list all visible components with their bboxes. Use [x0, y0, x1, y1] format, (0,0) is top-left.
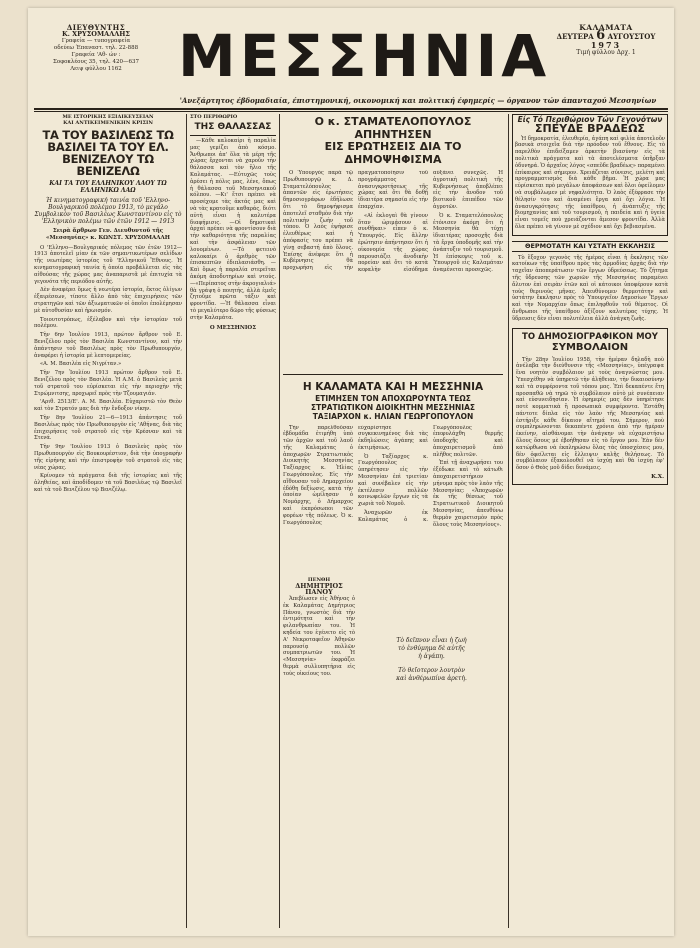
- divider: [190, 135, 276, 136]
- obituary: [283, 577, 355, 683]
- director-label: ΔΙΕΥΘΥΝΤΗΣ: [66, 23, 126, 32]
- headline: ΕΙΣ ΕΡΩΤΗΣΕΙΣ ΔΙΑ ΤΟ ΔΗΜΟΨΗΦΙΣΜΑ: [324, 140, 462, 166]
- tagline: 'Ανεξάρτητος έβδομαδιαία, έπιστημονική, οικονομική και πολιτική έφημερίς — όργανον τών άπανταχού Μεσσηνίων: [179, 96, 657, 105]
- article-paragraph: Ἀπεβίωσεν εἰς Ἀθήνας ὁ ἐκ Καλαμάτας Δημήτριος Πάνου, γνωστὸς διὰ τὴν ἐντιμότητα καὶ τὴν φιλανθρωπίαν του. Ἡ κηδεία του ἐγένετο εἰς τὸ Α' Νεκροταφεῖον Ἀθηνῶν παρουσίᾳ πολλῶν συμπατριωτῶν του. Ἡ «Μεσσηνία» ἐκφράζει θερμὰ συλλυπητήρια εἰς τοὺς οἰκείους του.: [283, 596, 355, 677]
- article-paragraph: Τὸ ἔξοχον γεγονὸς τῆς ἡμέρας εἶναι ἡ ἔκκλησις τῶν κατοίκων τῆς ὑπαίθρου πρὸς τὰς ἁρμοδίας ἀρχὰς διὰ τὴν ταχεῖαν ἀποπεράτωσιν τῶν ἔργων ὑδρεύσεως. Τὸ ζήτημα τῆς ὕδρευσης τῶν χωριῶν τῆς Μεσσηνίας παραμένει ἄλυτον ἐπὶ σειρὰν ἐτῶν καὶ οἱ κάτοικοι ὑποφέρουν κατὰ τοὺς θερινοὺς μῆνας. Ἀπευθύνομεν θερμοτάτην καὶ ὑστάτην ἔκκλησιν πρὸς τὸ Ὑπουργεῖον Δημοσίων Ἔργων καὶ τὴν Νομαρχίαν ὅπως ἐπιληφθοῦν τοῦ θέματος. Οἱ ἄνθρωποι τῆς ὑπαίθρου ἀξίζουν καλυτέρας τύχης. Ἡ ὕδρευσις δὲν εἶναι πολυτέλεια ἀλλὰ ἀνάγκη ζωῆς.: [512, 254, 668, 322]
- article-paragraph: 'Αριθ. 2513/Ε'. Α. Μ. Βασιλέα. Εὐχαριστῶ τὸν Θεὸν καὶ τὸν Στρατόν μας διὰ τὴν ἔνδοξον νίκην.: [34, 399, 182, 413]
- article-paragraph: Τὴν παρελθοῦσαν ἑβδομάδα ἐτιμήθη ὑπὸ τῶν ἀρχῶν καὶ τοῦ λαοῦ τῆς Καλαμάτας ὁ ἀποχωρῶν Στρατιωτικὸς Διοικητὴς Μεσσηνίας Ταξίαρχος κ. Ἠλίας Γεωργόπουλος. Εἰς τὴν αἴθουσαν τοῦ Δημαρχείου ἐδόθη δεξίωσις, κατὰ τὴν ὁποίαν ὡμίλησαν ὁ Νομάρχης, ὁ Δήμαρχος καὶ ἐκπρόσωποι τῶν φορέων τῆς πόλεως. Ὁ κ. Γεωργόπουλος εὐχαρίστησε συγκεκινημένος διὰ τὰς ἐκδηλώσεις ἀγάπης καὶ ἐκτιμήσεως.: [283, 424, 428, 526]
- kicker: ΜΕ ΙΣΤΟΡΙΚΗΣ ΕΞΙΔΙΚΕΥΣΕΙΑΝ: [62, 114, 154, 120]
- newspaper-page: [28, 8, 674, 936]
- column-divider: [186, 114, 187, 928]
- masthead-rule-thin: [34, 111, 668, 112]
- director-name: Κ. ΧΡΥΣΟΜΑΛΛΗΣ: [61, 30, 131, 38]
- box-title: ΣΠΕΥΔΕ ΒΡΑΔΕΩΣ: [535, 121, 645, 135]
- article-paragraph: «Α. Μ. Βασιλέα εἰς Νιγρίταν.»: [40, 361, 122, 368]
- signature: Ο ΜΕΣΣΗΝΙΟΣ: [209, 324, 257, 331]
- article-body: [283, 170, 503, 370]
- subheadline: ΕΤΙΜΗΣΕΝ ΤΟΝ ΑΠΟΧΩΡΟΥΝΤΑ ΤΕΩΣ: [315, 393, 471, 403]
- newspaper-title: ΜΕΣΣΗΝΙΑ: [178, 22, 551, 90]
- office-line: οδεύεω Έπαναστ. τηλ. 22-888: [53, 45, 139, 51]
- article-paragraph: Ἀναχωρῶν ἐκ Καλαμάτας ὁ κ. Γεωργόπουλος ἐπεφυλάχθη θερμῆς ὑποδοχῆς καὶ ἀποχαιρετισμοῦ ἀπὸ πλῆθος πολιτῶν.: [358, 424, 503, 523]
- column-history: [34, 114, 182, 496]
- article-paragraph: «Αἱ ἐκλογαὶ θὰ γίνουν ὅταν ὡριμάσουν αἱ συνθῆκαι» εἶπεν ὁ κ. Ὑπουργός. Εἰς ἄλλην ἐρώτησιν ἀπήντησεν ὅτι ἡ οἰκονομία τῆς χώρας παρουσιάζει ἀνοδικὴν πορείαν καὶ ὅτι τὸ κατὰ κεφαλὴν εἰσόδημα αὐξάνει συνεχῶς. Ἡ ἀγροτικὴ πολιτικὴ τῆς Κυβερνήσεως ἀποβλέπει εἰς τὴν ἄνοδον τοῦ βιοτικοῦ ἐπιπέδου τῶν ἀγροτῶν.: [358, 170, 503, 274]
- lower-block: [283, 577, 503, 683]
- box-header: Είς Τό Περιθώριον Τών Γεγονότων: [517, 115, 663, 124]
- column-divider: [279, 114, 280, 928]
- article-paragraph: Τοιουτοτρόπως, ἐξέλαβον καὶ τὴν ἱστορίαν τοῦ πολέμου.: [34, 316, 182, 330]
- article-paragraph: Τὴν 8ην 'Ιουλίου 21—6—1913 ἀπάντησις τοῦ Βασιλέως πρὸς τὸν Πρωθυπουργὸν εἰς 'Αθήνας, διὰ τὰς ἐπιχειρήσεις τοῦ στρατοῦ εἰς τὴν Κρέσναν καὶ τὰ Στενά.: [34, 414, 182, 442]
- article-paragraph: Δὲν ἀναφέρει ὅμως ἡ νεωτέρα ἱστορία, ἔκτος ὀλίγων ἐξαιρέσεων, τίποτε ἄλλο ἀπὸ τὰς ἐπιχειρήσεις τῶν στρατηγῶν καὶ τῶν ἀξιωματικῶν οἱ ὁποῖοι ἐπολέμησαν μὲ αὐτοθυσίαν καὶ ἡρωισμόν.: [34, 287, 182, 314]
- headline: ΤΑ ΤΟΥ ΒΑΣΙΛΕΩΣ ΤΩ ΒΑΣΙΛΕΙ ΤΑ ΤΟΥ ΕΛ. ΒΕΝΙΖΕΛΟΥ ΤΩ ΒΕΝΙΖΕΛΩ: [42, 128, 174, 178]
- article-paragraph: —Κάθε καλοκαίρι ἡ παραλία μας γεμίζει ἀπὸ κόσμο. Ἄνθρωποι ἀπ' ὅλα τὰ μέρη τῆς χώρας ἔρχονται νὰ χαροῦν τὴν θάλασσα καὶ τὸν ἥλιο τῆς Καλαμάτας. —Εὐτυχῶς τοὺς ἀρέσει ἡ πόλις μας, λένε, ὅπως ἡ θάλασσα τοῦ Μεσσηνιακοῦ κόλπου. —Κι' ἔτσι πρέπει νὰ προσέχομε τὰς ἀκτάς μας καὶ νὰ τὰς κρατοῦμε καθαράς, διότι αὐτὴ εἶναι ἡ καλυτέρα διαφήμισις. —Οἱ δημοτικαὶ ἀρχαὶ πρέπει νὰ φροντίσουν διὰ τὴν καθαριότητα τῆς παραλίας καὶ τὴν ἀσφάλειαν τῶν λουομένων. —Τὸ φετεινὸ καλοκαίρι ὁ ἀριθμὸς τῶν ἐπισκεπτῶν ἐδιπλασιάσθη. —Καὶ ὅμως ἡ παραλία στερεῖται ἀκόμη ἀποδυτηρίων καὶ ντούς. —«Περίπατος στὴν ἀκρογιαλιά» θὰ γράψη ὁ ποιητής, ἀλλὰ ἐμεῖς ζητοῦμε πρῶτα τάξιν καὶ φροντίδα. —Ἡ θάλασσα εἶναι τὸ μεγαλύτερο δῶρο τῆς φύσεως στὴν Καλαμάτα.: [190, 138, 276, 321]
- verse-line: τὸ ἐνθύμημα δὲ αὐτῆς: [397, 644, 466, 652]
- article-body: [283, 425, 503, 573]
- subheadline: ΣΤΡΑΤΙΩΤΙΚΟΝ ΔΙΟΙΚΗΤΗΝ ΜΕΣΣΗΝΙΑΣ: [310, 402, 476, 412]
- article-paragraph: Τὴν 9ην 'Ιουλίου 1913 ὁ Βασιλεὺς πρὸς τὸν Πρωθυπουργὸν εἰς Βουκουρέστιον, διὰ τὴν ὑπογραφὴν τῆς εἰρήνης καὶ τὴν ἐπιστροφὴν τοῦ στρατοῦ εἰς τὰς νέας χώρας.: [34, 444, 182, 471]
- masthead-left: [36, 24, 156, 73]
- kicker: ΚΑΙ ΑΝΤΙΚΕΙΜΕΝΙΚΗΝ ΚΡΙΣΙΝ: [63, 120, 153, 126]
- obituary-headline: ΔΗΜΗΤΡΙΟΣ ΠΑΝΟΥ: [295, 581, 343, 597]
- masthead-rule: [34, 108, 668, 110]
- verse: [360, 577, 503, 683]
- verse-line: ἡ ἀγάπη.: [418, 652, 445, 660]
- subheadline: ΚΑΙ ΤΑ ΤΟΥ ΕΛΛΗΝΙΚΟΥ ΛΑΟΥ ΤΩ ΕΛΛΗΝΙΚΩ ΛΑΩ: [49, 180, 167, 194]
- article-paragraph: Ο Ὑπουργὸς παρὰ τῷ Πρωθυπουργῷ κ. Δ. Σταματελόπουλος ἀπαντῶν εἰς ἐρωτήσεις δημοσιογράφων ἐδήλωσε ὅτι τὸ δημοψήφισμα ἀποτελεῖ σταθμὸν διὰ τὴν πολιτικὴν ζωὴν τοῦ τόπου. Ὁ λαὸς ἐψήφισε ἐλευθέρως καὶ ἡ ἀπόφασίς του πρέπει νὰ γίνῃ σεβαστή ἀπὸ ὅλους. Ἐπίσης ἀνέφερε ὅτι ἡ Κυβέρνησις θὰ προχωρήση εἰς τὴν πραγματοποίησιν τοῦ προγράμματος ἀνασυγκροτήσεως τῆς χώρας καὶ ὅτι θὰ δοθῇ ἰδιαιτέρα σημασία εἰς τὴν ἐπαρχίαν.: [283, 170, 428, 272]
- headline: ΤΗΣ ΘΑΛΑΣΣΑΣ: [194, 122, 272, 132]
- headline: Η ΚΑΛΑΜΑΤΑ ΚΑΙ Η ΜΕΣΣΗΝΙΑ: [302, 381, 484, 393]
- column-margin: [190, 114, 276, 331]
- verse-line: Τὸ δεῖπνον εἶναι ἡ ζωὴ: [396, 636, 467, 644]
- issue-year: 1973: [590, 40, 622, 50]
- verse-line: Τὸ θεῖοτερον λουτρὸν: [398, 666, 465, 674]
- office-line: Γραφεία 'Αθ- ών :: [71, 52, 121, 58]
- article-paragraph: Ὁ κ. Σταματελόπουλος ἐτόνισεν ἀκόμη ὅτι ἡ Μεσσηνία θὰ τύχῃ ἰδιαιτέρας προσοχῆς διὰ τὰ ἔργα ὑποδομῆς καὶ τὴν ἀνάπτυξιν τοῦ τουρισμοῦ. Ἡ ἐπίσκεψις τοῦ κ. Ὑπουργοῦ εἰς Καλαμάταν ἀναμένεται προσεχῶς.: [433, 212, 503, 274]
- office-line: Σοφοκλέους 35, τηλ. 420—637: [53, 59, 139, 65]
- price: Τιμή φύλλου Δρχ. 1: [576, 49, 636, 56]
- divider: [283, 374, 503, 375]
- signature: Κ.Χ.: [651, 474, 664, 481]
- day-number: 6: [596, 28, 606, 43]
- section-headline: ΘΕΡΜΟΤΑΤΗ ΚΑΙ ΥΣΤΑΤΗ ΕΚΚΛΗΣΙΣ: [512, 241, 668, 252]
- lead-paragraph: Ή κινηματογραφική ταινία τοῦ 'Ελληνο-Βουλγαρικοῦ πολέμου 1913, τὸ μεγάλο Συμβολικὸν τοῦ Βασιλέως Κωνσταντίνου εἰς τὸ 'Ελληνικὸν πολέμω τῶν έτῶν 1912 — 1913: [34, 197, 182, 225]
- subheadline: ΤΑΞΙΑΡΧΟΝ κ. ΗΛΙΑΝ ΓΕΩΡΓΟΠΟΥΛΟΝ: [312, 411, 474, 421]
- framed-article: [512, 328, 668, 485]
- article-paragraph: Τὴν 28ην Ἰουλίου 1958, τὴν ἡμέραν δηλαδὴ ποὺ ἀνέλαβα τὴν διεύθυνσιν τῆς «Μεσσηνίας», ὑπέγραψα ἕνα νοητὸν συμβόλαιον μὲ τοὺς ἀναγνώστας μου. Ὑπεσχέθην νὰ ὑπηρετῶ τὴν ἀλήθειαν, τὴν δικαιοσύνην καὶ τὰ συμφέροντα τοῦ τόπου μας. Ἐπὶ δεκαπέντε ἔτη προσπαθῶ νὰ τηρῶ τὸ συμβόλαιον αὐτὸ μὲ συνέπειαν καὶ εὐσυνειδησίαν. Ἡ ἐφημερίς μας δὲν ὑπηρέτησε ποτὲ κομματικὰ ἢ προσωπικὰ συμφέροντα. Ἐστάθη πάντοτε δίπλα εἰς τὸν λαὸν τῆς Μεσσηνίας καὶ ἐστήριξε κάθε δίκαιον αἴτημά του. Σήμερον, ποὺ συμπληρώνονται δεκαπέντε χρόνια ἀπὸ τὴν ἡμέραν ἐκείνην, αἰσθάνομαι τὴν ἀνάγκην νὰ εὐχαριστήσω ὅλους ὅσους μὲ ἐβοήθησαν εἰς τὸ ἔργον μου. Ἐὰν δὲν κατώρθωσα νὰ ἐκπληρώσω ὅλας τὰς ὑποσχέσεις μου, δὲν ὀφείλεται εἰς ἔλλειψιν καλῆς θελήσεως. Τὸ συμβόλαιον ἐξακολουθεῖ νὰ ἰσχύῃ καὶ θὰ ἰσχύῃ ἐφ' ὅσον ὁ Θεὸς μοῦ δίδει δυνάμεις.: [516, 356, 664, 472]
- kicker: ΣΤΟ ΠΕΡΙΘΩΡΙΟ: [190, 114, 238, 120]
- article-paragraph: Τὴν 6ην Ἰουλίου 1913, πρώτον ἄρθρον τοῦ Ε. Βενιζέλου πρὸς τὸν Βασιλέα Κωνσταντίνον, καὶ τὴν ἀπάντησιν τοῦ Βασιλέως πρὸς τὸν Πρωθυπουργόν, ἀναφέρει ἡ ἱστορία μὲ λεπτομερείας.: [34, 332, 182, 359]
- headline: Ο κ. ΣΤΑΜΑΤΕΛΟΠΟΥΛΟΣ ΑΠΗΝΤΗΣΕΝ: [314, 115, 472, 141]
- column-divider: [508, 114, 509, 928]
- column-editorial: [512, 114, 668, 485]
- article-paragraph: Κρίνομεν τὰ πράγματα διὰ τῆς ἱστορίας καὶ τῆς ἀληθείας, καὶ ἀποδίδομεν τὰ τοῦ Βασιλέως τῷ Βασιλεῖ καὶ τὰ τοῦ Βενιζέλου τῷ Βενιζέλῳ.: [34, 473, 182, 493]
- verse-line: καὶ ἀνθέρωπίνα ἀρετὴ.: [396, 674, 467, 682]
- office-line: Γραφεία — τυπογραφεία: [61, 38, 131, 44]
- article-paragraph: Ο 'Ελληνο—Βουλγαρικός πόλεμος τῶν ἐτῶν 1912—1913 ἀποτελεῖ μίαν ἐκ τῶν σημαντικωτέρων σελίδων τῆς νεωτέρας ἱστορίας τοῦ 'Ελληνικοῦ Ἔθνους. Ἡ κινηματογραφική ταινία ἡ ὁποία προβάλλεται εἰς τὰς αἰθούσας τῆς χώρας μας ἀναπαριστᾶ μὲ ἐπιτυχία τὰ γεγονότα τῆς περιόδου αὐτῆς.: [34, 244, 182, 285]
- month: ΑΥΓΟΥΣΤΟΥ: [607, 32, 656, 41]
- article-paragraph: Τὴν 7ην Ἰουλίου 1913 πρώτον ἄρθρον τοῦ Ε. Βενιζέλου πρὸς τὸν Βασιλέα. Ἡ Α.Μ. ὁ Βασιλεὺς μετὰ τοῦ στρατοῦ του εὑρίσκεται εἰς τὴν περιοχὴν τῆς Στρώμνιτσης, προχωρεῖ πρὸς τὴν Τζουμαγιάν.: [34, 370, 182, 397]
- article-paragraph: Ἐπὶ τῇ ἀναχωρήσει του ἐξέδωκε καὶ τὸ κάτωθι ἀποχαιρετιστήριον μήνυμα πρὸς τὸν λαὸν τῆς Μεσσηνίας: «Ἀποχωρῶν ἐκ τῆς θέσεως τοῦ Στρατιωτικοῦ Διοικητοῦ Μεσσηνίας, ἀπευθύνω θερμὸν χαιρετισμὸν πρὸς ὅλους τοὺς Μεσσηνίους».: [433, 460, 503, 528]
- byline: Σειρὰ ἄρθρων Γεν. Διευθυντοῦ τῆς «Μεσσηνίας» κ. ΚΩΝΣΤ. ΧΡΥΣΟΜΑΛΛΗ: [46, 228, 170, 241]
- editorial-box: [512, 114, 668, 236]
- framed-title: ΤΟ ΔΗΜΟΣΙΟΓΡΑΦΙΚΟΝ ΜΟΥ: [522, 331, 658, 342]
- article-paragraph: Ἡ δημοκρατία, ἐλευθερία, ἀγάπη καὶ φιλία ἀποτελοῦν βασικὰ στοιχεῖα διὰ τὴν πρόοδον τοῦ ἔθνους. Εἰς τὸ παρελθὸν ἐπιδείξαμεν ἀρκετὴν βιασύνην εἰς τὰ πολιτικὰ πράγματα καὶ τὰ ἀποτελέσματα ὑπῆρξαν ὀδυνηρά. Ὁ ἀρχαῖος λόγος «σπεῦδε βραδέως» παραμένει ἐπίκαιρος καὶ σήμερον. Χρειάζεται σύνεσις, μελέτη καὶ προγραμματισμὸς διὰ κάθε βῆμα. Ἡ χώρα μας εὑρίσκεται πρὸ μεγάλων ἀποφάσεων καὶ ὅλοι ὀφείλομεν νὰ συμβάλωμεν μὲ νηφαλιότητα. Ὁ λαὸς ἐξέφρασε τὴν θέλησίν του καὶ ἀναμένει ἔργα καὶ ὄχι λόγια. Ἡ ἀνασυγκρότησις τῆς ὑπαίθρου, ἡ ἀνάπτυξις τῆς βιομηχανίας καὶ τοῦ τουρισμοῦ, ἡ παιδεία καὶ ἡ ὑγεία εἶναι τομεῖς ποὺ χρειάζονται ἄμεσον φροντίδα. Ἀλλὰ ὅλα πρέπει νὰ γίνουν μὲ σχέδιον καὶ ὄχι βεβιασμένα.: [515, 135, 665, 230]
- article-paragraph: Ὁ Ταξίαρχος κ. Γεωργόπουλος ὑπηρέτησεν εἰς τὴν Μεσσηνίαν ἐπὶ τριετίαν καὶ συνέβαλεν εἰς τὴν ἐκτέλεσιν πολλῶν κοινωφελῶν ἔργων εἰς τὰ χωριὰ τοῦ Νομοῦ.: [358, 453, 428, 508]
- kicker: ΠΕΝΘΗ: [307, 576, 331, 583]
- office-line: Λειψ φύλλου 1162: [70, 66, 122, 72]
- city-label: ΚΑΛΑΜΑΤΑ: [579, 23, 633, 32]
- masthead-right: [546, 24, 666, 57]
- framed-title: ΣΥΜΒΟΛΑΙΟΝ: [551, 341, 629, 353]
- column-main: [283, 116, 503, 683]
- weekday: ΔΕΥΤΕΡΑ: [556, 32, 594, 41]
